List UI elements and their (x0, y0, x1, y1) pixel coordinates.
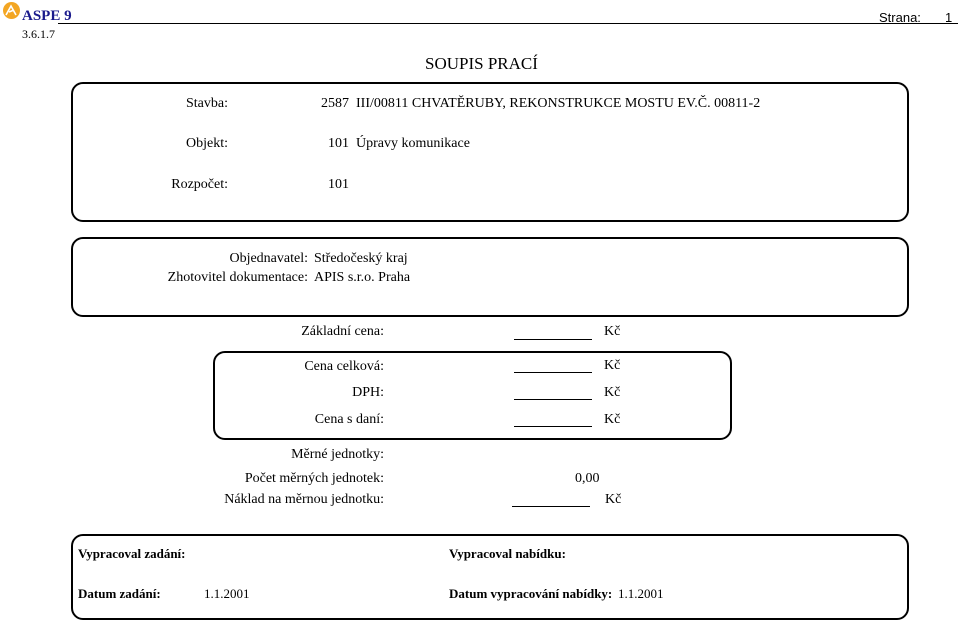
zhotovitel-label: Zhotovitel dokumentace: (167, 270, 308, 285)
dph-label: DPH: (352, 385, 384, 400)
cena-s-dani-blank (514, 426, 592, 427)
vypracoval-nabidku-label: Vypracoval nabídku: (449, 546, 566, 561)
vypracoval-zadani-label: Vypracoval zadání: (78, 546, 186, 561)
naklad-jednotka-label: Náklad na měrnou jednotku: (224, 492, 384, 507)
naklad-jednotka-blank (512, 506, 590, 507)
zhotovitel-value: APIS s.r.o. Praha (314, 270, 411, 285)
zakladni-cena-currency: Kč (604, 324, 621, 339)
header-rule (58, 23, 958, 24)
datum-zadani-value: 1.1.2001 (204, 586, 250, 601)
rozpocet-label: Rozpočet: (171, 177, 228, 192)
app-name: ASPE 9 (22, 8, 72, 24)
cena-celkova-blank (514, 372, 592, 373)
page-number: 1 (945, 10, 953, 25)
zakladni-cena-blank (514, 339, 592, 340)
cena-s-dani-currency: Kč (604, 412, 621, 427)
dph-currency: Kč (604, 385, 621, 400)
page-label: Strana: (879, 10, 921, 25)
objekt-value: 101 Úpravy komunikace (328, 136, 470, 151)
stavba-label: Stavba: (186, 96, 228, 111)
app-version: 3.6.1.7 (22, 27, 55, 41)
cena-s-dani-label: Cena s daní: (314, 412, 384, 427)
pocet-jednotek-label: Počet měrných jednotek: (244, 471, 384, 486)
stavba-value: 2587 III/00811 CHVATĚRUBY, REKONSTRUKCE MOSTU EV.Č. 00811-2 (321, 96, 761, 111)
merne-jednotky-label: Měrné jednotky: (291, 447, 384, 462)
objekt-label: Objekt: (186, 136, 228, 151)
datum-nabidky-label: Datum vypracování nabídky: (449, 586, 613, 601)
objednavatel-label: Objednavatel: (229, 251, 308, 266)
page-title: SOUPIS PRACÍ (425, 54, 538, 73)
datum-nabidky-value: 1.1.2001 (618, 586, 664, 601)
cena-celkova-currency: Kč (604, 358, 621, 373)
cena-celkova-label: Cena celková: (304, 359, 384, 374)
naklad-jednotka-currency: Kč (605, 492, 622, 507)
rozpocet-value: 101 (328, 177, 349, 192)
zakladni-cena-label: Základní cena: (301, 324, 384, 339)
pocet-jednotek-value: 0,00 (575, 471, 600, 486)
objednavatel-value: Středočeský kraj (314, 251, 408, 266)
dph-blank (514, 399, 592, 400)
aspe-logo-icon (3, 2, 20, 19)
datum-zadani-label: Datum zadání: (78, 586, 161, 601)
